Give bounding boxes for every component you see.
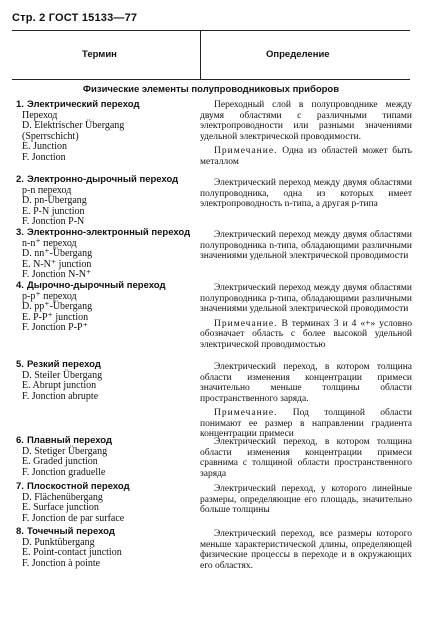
definition-4: Электрический переход между двумя областями полупроводника p-типа, обладающими различными значениями удельной электрической проводимости Примечание. В терминах 3 и 4 «+» условно обозначает область с более высокой удельной электрической проводимостью [200,283,412,350]
term-8: 8. Точечный переход D. Punktübergang E. Point-contact junction F. Jonction à pointe [16,526,122,569]
definition-1: Переходный слой в полупроводнике между двумя областями с различными типами электропроводности или разными значениями удельной электрической проводимости. Примечание. Одна из областей может быть металлом [200,100,412,167]
definition-6: Электрический переход, в котором толщина области изменения концентрации примеси сравнима с толщиной области пространственного заряда [200,437,412,479]
term-4: 4. Дырочно-дырочный переход p-p⁺ переход D. pp⁺-Übergang E. P-P⁺ junction F. Jonction P-P⁺ [16,280,166,333]
term-3: 3. Электронно-электронный переход n-n⁺ переход D. nn⁺-Übergang E. N-N⁺ junction F. Jonction N-N⁺ [16,227,191,280]
term-column-header: Термин [82,49,117,60]
term-2: 2. Электронно-дырочный переход p-n переход D. pn-Übergang E. P-N junction F. Jonction P-N [16,174,179,227]
term-6: 6. Плавный переход D. Stetiger Übergang E. Graded junction F. Jonction graduelle [16,435,112,478]
column-divider [200,31,201,79]
term-7: 7. Плоскостной переход D. Flächenübergang E. Surface junction F. Jonction de par surface [16,481,130,524]
definition-5: Электрический переход, в котором толщина области изменения концентрации примеси значительно меньше толщины области пространственного заряда. Примечание. Под толщиной области понимают ее размер в направлении градиента концентрации примеси [200,362,413,439]
definition-3: Электрический переход между двумя областями полупроводника n-типа, обладающими различными значениями удельной электрической проводимости [200,230,412,261]
definition-2: Электрический переход между двумя областями полупроводника, одна из которых имеет электропроводность n-типа, а другая p-типа [200,178,412,209]
section-title: Физические элементы полупроводниковых приборов [82,84,340,95]
definition-7: Электрический переход, у которого линейные размеры, определяющие его площадь, значительно больше толщины [200,484,412,515]
table-header [12,30,410,80]
definition-column-header: Определение [266,49,330,60]
term-1: 1. Электрический переход Переход D. Elektrischer Übergang (Sperrschicht) E. Junction F. Jonction [16,99,140,163]
definition-8: Электрический переход, все размеры которого меньше характеристической длины, определяющей физические процессы в переходе и в окружающих его областях. [200,529,412,571]
term-5: 5. Резкий переход D. Steiler Übergang E. Abrupt junction F. Jonction abrupte [16,359,103,402]
page-header: Стр. 2 ГОСТ 15133—77 [12,12,138,24]
